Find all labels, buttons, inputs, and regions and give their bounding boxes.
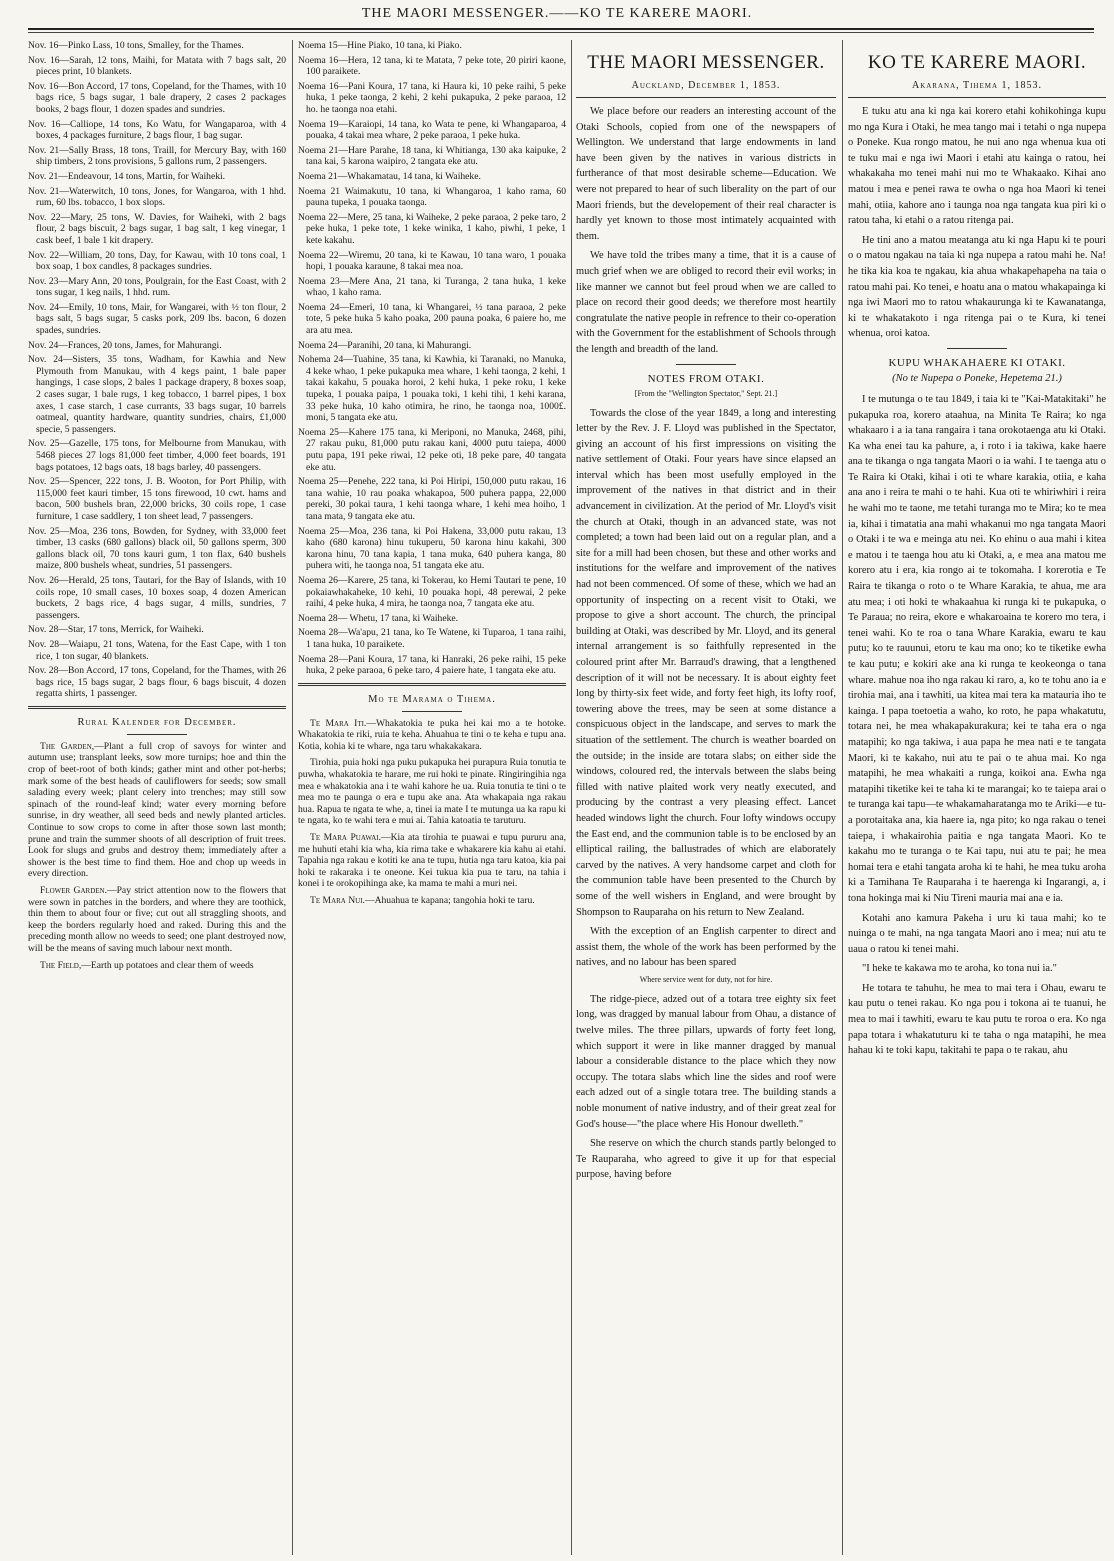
shipping-entry: Nov. 24—Frances, 20 tons, James, for Mahurangi. bbox=[28, 339, 222, 351]
kupu-paragraph: "I heke te kakawa mo te aroha, ko tona nui ia." bbox=[862, 963, 1057, 975]
column-divider bbox=[842, 40, 843, 1555]
shipping-entry: Noema 21—Hare Parahe, 18 tana, ki Whitianga, 130 aka kaipuke, 2 tana kai, 5 karona waipiro, 2 tangata eke atu. bbox=[298, 144, 566, 168]
title-rule bbox=[848, 97, 1106, 98]
kupu-heading: KUPU WHAKAHAERE KI OTAKI. bbox=[888, 356, 1066, 369]
shipping-entry: Noema 16—Pani Koura, 17 tana, ki Haura ki, 10 peke raihi, 5 peke huka, 1 peke taonga, 2 kehi, 2 kehi pukapuka, 2 peke paraoa, 12 ho. he taonga noa etahi. bbox=[298, 80, 566, 115]
paragraph-lead: The Field,— bbox=[40, 959, 91, 971]
notes-text-continued bbox=[576, 992, 836, 1183]
kalender-text bbox=[28, 741, 286, 971]
shipping-entry: Nov. 25—Moa, 236 tons, Bowden, for Sydney, with 33,000 feet timber, 13 casks (680 gallons) black oil, 50 gallons sperm, 300 gallons black oil, 70 tons kauri gum, 1 ton flax, 640 bushels maize, 800 bushels wheat, sundries, 51 passengers. bbox=[28, 525, 286, 572]
kupu-source: (No te Nupepa o Poneke, Hepetema 21.) bbox=[892, 372, 1062, 384]
shipping-entry: Noema 15—Hine Piako, 10 tana, ki Piako. bbox=[298, 40, 462, 51]
shipping-entry: Nov. 28—Bon Accord, 17 tons, Copeland, for the Thames, with 26 bags rice, 15 bags sugar, 2 bags flour, 6 bags biscuit, 4 dozen regatta shirts, 1 passenger. bbox=[28, 665, 286, 700]
marama-paragraph bbox=[298, 895, 566, 907]
shipping-entry: Noema 24—Paranihi, 20 tana, ki Mahurangi. bbox=[298, 339, 472, 351]
shipping-entry: Noema 21—Whakamatau, 14 tana, ki Waiheke. bbox=[298, 170, 481, 182]
shipping-entry: Nov. 23—Mary Ann, 20 tons, Poulgrain, for the East Coast, with 2 tons sugar, 1 keg nails, 1 hhd. rum. bbox=[28, 275, 286, 299]
dateline-maori: Akarana, Tihema 1, 1853. bbox=[911, 80, 1043, 91]
paragraph-lead: The Garden,— bbox=[40, 740, 104, 752]
paragraph-text: Whakatokia te puka hei kai mo a te hotoke. Whakatokia te riki, ruia te keha. Ahuahua te tini o te keha e tupu ana. Kotia, kohia ki te whare, nga taru whakakakara. bbox=[298, 717, 566, 752]
kalender-paragraph bbox=[28, 960, 286, 972]
section-rule bbox=[28, 706, 286, 709]
shipping-entry: Nov. 21—Waterwitch, 10 tons, Jones, for Wangaroa, with 1 hhd. rum, 60 lbs. tobacco, 1 box slops. bbox=[28, 185, 286, 209]
shipping-entry: Noema 21 Waimakutu, 10 tana, ki Whangaroa, 1 kaho rama, 60 pauna tupeka, 1 pouaka taonga. bbox=[298, 185, 566, 209]
column-divider bbox=[292, 40, 293, 1555]
editorial-text bbox=[576, 104, 836, 358]
short-rule bbox=[947, 348, 1007, 349]
shipping-entry: Noema 23—Mere Ana, 21 tana, ki Turanga, 2 tana huka, 1 keke whao, 1 kaho rama. bbox=[298, 275, 566, 299]
editorial-paragraph: He tini ano a matou meatanga atu ki nga Hapu ki te pouri o o matou ngakau na taia ki nga nupepa a ratou mahi he. Na! he tika kia koa te ngakau, kia ahua whakapehapeha na taia o ratou mahi pai. Ko tenei, e hoatu ana o matou whakapainga ki nga iwi Maori mo to ratou whakaurunga ki te Kawanatanga, ki te whakatakoto i nga ritenga pai o te Kura, ki tenei whenua, oroi katoa. bbox=[848, 234, 1106, 340]
shipping-entry: Noema 22—Mere, 25 tana, ki Waiheke, 2 peke paraoa, 2 peke taro, 2 peke huka, 1 peke tote, 1 keke winika, 1 kaho, piwhi, 1 peke, 1 kete kakahu. bbox=[298, 211, 566, 246]
short-rule bbox=[402, 711, 462, 712]
shipping-list-maori bbox=[298, 40, 566, 677]
shipping-entry: Nov. 21—Endeavour, 14 tons, Martin, for Waiheki. bbox=[28, 170, 226, 182]
short-rule bbox=[127, 734, 187, 735]
shipping-entry: Nov. 28—Star, 17 tons, Merrick, for Waiheki. bbox=[28, 624, 204, 636]
editorial-paragraph: We place before our readers an interesting account of the Otaki Schools, copied from one of the newspapers of Wellington. We understand that large endowments in land have been given by the natives in various districts in furtherance of that most desirable scheme—Education. We were not prepared to hear of such liberality on the part of our Maori friends, but the developement of their real character is hardly yet known to those most intimately acquainted with them. bbox=[576, 106, 836, 242]
shipping-entry: Noema 19—Karaiopi, 14 tana, ko Wata te pene, ki Whangaparoa, 4 pouaka, 4 takai mea whare, 2 peke paraoa, 1 peke huka. bbox=[298, 118, 566, 142]
notes-source: [From the "Wellington Spectator," Sept. 21.] bbox=[634, 388, 778, 398]
shipping-list-english bbox=[28, 40, 286, 700]
shipping-entry: Nov. 22—Mary, 25 tons, W. Davies, for Waiheki, with 2 bags flour, 2 bags biscuit, 2 bags sugar, 1 bag salt, 1 keg vinegar, 1 cask beef, 1 bale 1 kit drapery. bbox=[28, 211, 286, 246]
kupu-paragraph: I te mutunga o te tau 1849, i taia ki te "Kai-Matakitaki" he pukapuka roa, korero ataahua, na Minita Te Raira; ko nga whakaaro i a ia tana rangaira i tana orokotaenga atu ki Otaki. Ka wha enei tau ka pahure, a, i roto i ia takiwa, kake haere ana te tikanga o nga tangata Maori o ia wahi. I te taenga atu o Te Raira ki Otaki, kihai i oti te whare karakia, otiia, e kaha ana ano i reira te mahi o te hahi. Kua oti te whiriwhiri i reira he wahi mo te taone, me tetahi turanga mo te Mira; ko te mea ia, kihai i timatatia ana mahi whakanui mo nga tangata Maori o Otaki i te wa e meinga atu nei. Ko ehinu o aua mahi i kitea e matou i te taenga hou atu ki Otaki, a, e mea ana matou me korero atu i era, kia rongo ai te tokomaha. I korerotia e Te Raira te tikanga o roto o te Whare Karakia, te ahua, me ara atu mea; i oti hoki te whakaahua ki runga ki te pukapuka, o Te Paraua; no reira, ekore e whakaroaina te korero mo tera, i tenei wahi. Ko te roa o tana Whare Karakia, ewaru te kau putu; ko te rauunui, etoru te kau ma ono; ko te tiketike ewha te kau putu; e kokiri ake ana ki runga te keokeonga o tana whare. mahue noa iho nga rakau ki raro, a, ko te tohu ano ia e tirohia mai, ana i tawhiti, ua kitea mai tera ka matauria iho te kainga. I papa toetoetia a waho, ko roto, he papa whakatutu, totara nei, he mea whakapakurakura; kei te taha era o nga matapihi; ko nga takiwa, i aua papa he mea nati e te tangata Maori, ki te kakaho, nui atu te pai o te ahua mai. Ko nga matapihi, he mea whakaiti a runga, koikoi ana. Ewha nga matapihi tiketike kei te taha ki te marangai; ko te taiepa arai o te turanga kai tapu—te whakamaharatanga mo te Ariki—e tu-a porotaitaka ana, kia haere ia, nga pito; ko nga rakau o tenei taiepa, i whakairohia paitia e nga tangata Maori. Ko te kakahu mo te turanga o te Kai tapu, nui atu te pai; he mea homai tera e etahi tangata aroha ki te hahi, he mea tuku aroha ki a Tamihana Te Rauparaha i te haerenga ki Ingarangi, a, i tona hokinga mai ki Niu Tireni mauria mai ana e ia. bbox=[848, 393, 1106, 904]
shipping-entry: Nov. 25—Spencer, 222 tons, J. B. Wooton, for Port Philip, with 115,000 feet kauri timber, 15 tons firewood, 10 cwt. hams and bacon, 500 bushels bran, 22,000 bricks, 30 coils rope, 1 case furniture, 1 case saddlery, 1 ton sheet lead, 7 passengers. bbox=[28, 476, 286, 522]
shipping-entry: Noema 24—Emeri, 10 tana, ki Whangarei, ½ tana paraoa, 2 peke tote, 5 peke huka 5 kaho poaka, 200 pauna poaka, 6 paiere ho, me ara atu mea. bbox=[298, 301, 566, 337]
paragraph-text: Pay strict attention now to the flowers that were sown in patches in the borders, and where they are toothick, thin them to about four or five; cut out all straggling shoots, and keep the borders regularly hoed and raked. During this and the preceding month allow no weeds to seed; one plant destroyed now, will be the means of saving much labour next month. bbox=[28, 885, 286, 954]
marama-text bbox=[298, 718, 566, 907]
shipping-entry: Nov. 16—Pinko Lass, 10 tons, Smalley, for the Thames. bbox=[28, 40, 244, 51]
notes-paragraph: She reserve on which the church stands partly belonged to Te Rauparaha, who agreed to give it up for that especial purpose, having before bbox=[576, 1138, 836, 1181]
kalender-paragraph bbox=[28, 885, 286, 955]
marama-paragraph bbox=[298, 757, 566, 827]
shipping-entry: Nov. 16—Calliope, 14 tons, Ko Watu, for Wangaparoa, with 4 boxes, 4 packages furniture, 2 bags flour, 1 bag sugar. bbox=[28, 118, 286, 142]
notes-text bbox=[576, 406, 836, 971]
marama-heading: Mo te Marama o Tihema. bbox=[368, 693, 496, 705]
column-editorial-maori bbox=[848, 40, 1106, 1555]
shipping-entry: Noema 28—Wa'apu, 21 tana, ko Te Watene, ki Tuparoa, 1 tana raihi, 1 tana huka, 10 paraikete. bbox=[298, 627, 566, 650]
paragraph-text: Tirohia, puia hoki nga puku pukapuka hei purapura Ruia tonutia te puwha, whakatokia te harare, me rui hoki te pinate. Ringiringihia nga mea e whakatokia ana i te wahi kahore he ua. Ruia tonutia te tini o te mea mo te paunga o era e tupu ake ana. Ata whakapaia nga rakau hua. Rapua te ngata te whe, a, tinei ia mate I te mutunga ua ka rapu ki te ngata, ko te wahi tera e mui ai. Tahia katoatia te taruturu. bbox=[298, 757, 566, 827]
notes-paragraph: Towards the close of the year 1849, a long and interesting letter by the Rev. J. F. Lloyd was published in the Spectator, giving an account of his first impressions on visiting the native settlement of Otaki. Four years have since elapsed an interval which has been most usefully employed in the improvement of the natives in that district and in their advancement in civilization. At the period of Mr. Lloyd's visit the church at Otaki, though in an advanced state, was not completed; a town had been laid out on a regular plan, and a site for a mill had been chosen, but these and other works and institutions for the welfare and improvement of the natives had not been commenced. Of some of these, which we had an opportunity of inspecting on a recent visit to Otaki, we propose to give a short account. The church, the principal building at Otaki, was described by Mr. Lloyd, and its general internal arrangement is so faithfully represented in the coloured print after Mr. Barraud's drawing, that a lengthened description of it will not be necessary. It is about eighty feet long by thirty-six feet wide, and forty feet high, its lofty roof, towering above the trees, may be seen at some distance a conspicuous object in the landscape, and serves to mark the situation of the settlement. The church is weather boarded on the outside; in the inside are totara slabs; on either side the windows, coloured red, the intervals between the slabs being filled with native plaited work very neatly executed, and producing by the contrast a very pleasing effect. Lancet headed windows light the church. Four lofty windows occupy the East end, and the communion table is to be enclosed by an elliptical railing, the ballustrades of which are elaborately carved by the natives. A very handsome carpet and cloth for the communion table have been presented to the Church by some of the well wishers in England, and were brought by Shompson to Rauparaha on his return to New Zealand. bbox=[576, 407, 836, 918]
paragraph-text: Kia ata tirohia te puawai e tupu pururu ana, me huhuti etahi kia wha, kia rima take e whakarere kia kahu ai etahi. Tapahia nga rakau e kotiti ke ana te tupu, hutia nga taru katoa, kia pai hoki te rakaraka i te oneone. Kei tukua kia pua te taru, na tahia i konei i te orokopihinga ake, ka mama te mahi a muri nei. bbox=[298, 832, 566, 890]
title-rule bbox=[576, 97, 836, 98]
motto-line: Where service went for duty, not for hire. bbox=[639, 974, 773, 984]
dateline: Auckland, December 1, 1853. bbox=[631, 80, 781, 91]
shipping-entry: Nov. 16—Sarah, 12 tons, Maihi, for Matata with 7 bags salt, 20 pieces print, 10 blankets. bbox=[28, 54, 286, 78]
shipping-entry: Nov. 28—Waiapu, 21 tons, Watena, for the East Cape, with 1 ton rice, 1 ton sugar, 40 blankets. bbox=[28, 638, 286, 662]
shipping-entry: Nov. 26—Herald, 25 tons, Tautari, for the Bay of Islands, with 10 coils rope, 10 small cases, 10 boxes soap, 4 dozen American buckets, 2 bags rice, 4 bags sugar, 4 mills, sundries, 7 passengers. bbox=[28, 574, 286, 621]
shipping-entry: Nov. 22—William, 20 tons, Day, for Kawau, with 10 tons coal, 1 box soap, 1 box candles, 8 packages sundries. bbox=[28, 249, 286, 273]
newspaper-title-maori: KO TE KARERE MAORI. bbox=[867, 52, 1087, 73]
kupu-text bbox=[848, 392, 1106, 1059]
newspaper-title: THE MAORI MESSENGER. bbox=[587, 52, 825, 73]
paragraph-lead: Te Mara Puawai.— bbox=[310, 832, 391, 844]
paragraph-lead: Flower Garden.— bbox=[40, 885, 117, 896]
shipping-entry: Noema 28— Whetu, 17 tana, ki Waiheke. bbox=[298, 612, 459, 624]
column-editorial-english bbox=[576, 40, 836, 1555]
shipping-entry: Noema 22—Wiremu, 20 tana, ki te Kawau, 10 tana waro, 1 pouaka hopi, 1 pouaka karaune, 8 takai mea noa. bbox=[298, 249, 566, 273]
column-shipping-english bbox=[28, 40, 286, 1555]
column-divider bbox=[571, 40, 572, 1555]
marama-paragraph bbox=[298, 832, 566, 890]
notes-paragraph: With the exception of an English carpenter to direct and assist them, the whole of the work has been performed by the natives, and no labour has been spared bbox=[576, 926, 836, 969]
editorial-paragraph: We have told the tribes many a time, that it is a cause of much grief when we are obliged to record their evil works; in like manner we cannot but feel proud when we are called to place on record their good deeds; we therefore most heartily congratulate the native people in refrence to their co-operation with the Government for the establishment of Schools through the length and breadth of the land. bbox=[576, 250, 836, 355]
masthead: THE MAORI MESSENGER.——KO TE KARERE MAORI. bbox=[361, 6, 753, 21]
masthead-rule-thin bbox=[28, 32, 1094, 33]
kalender-heading: Rural Kalender for December. bbox=[77, 716, 237, 728]
shipping-entry: Nov. 25—Gazelle, 175 tons, for Melbourne from Manukau, with 5468 pieces 27 logs 81,000 feet timber, 4,000 feet boards, 191 bags potatoes, 12 bags oats, 18 bags barley, 40 passengers. bbox=[28, 438, 286, 473]
paragraph-text: Earth up potatoes and clear them of weeds bbox=[90, 959, 254, 971]
paragraph-text: Ahuahua te kapana; tangohia hoki te taru. bbox=[374, 895, 535, 906]
shipping-entry: Noema 16—Hera, 12 tana, ki te Matata, 7 peke tote, 20 piriri kaone, 100 paraikete. bbox=[298, 54, 566, 78]
masthead-rule bbox=[28, 28, 1094, 30]
shipping-entry: Noema 26—Karere, 25 tana, ki Tokerau, ko Hemi Tautari te pene, 10 pokaiawhakaheke, 10 kehi, 10 pouaka hopi, 48 perewai, 2 peke raihi, 4 peke huka, 4 mira, he taonga noa, 7 tangata eke atu. bbox=[298, 574, 566, 610]
paragraph-lead: Te Mara Iti.— bbox=[310, 717, 376, 729]
shipping-entry: Noema 25—Kahere 175 tana, ki Meriponi, no Manuka, 2468, pihi, 27 rakau puku, 81,000 putu rakau kani, 4000 putu taiepa, 4000 putu papa, 191 peke riwai, 12 peke oti, 18 peke pare, 40 tangata eke atu. bbox=[298, 426, 566, 473]
editorial-paragraph: E tuku atu ana ki nga kai korero etahi kohikohinga kupu mo nga Kura i Otaki, he mea tango mai i tetahi o nga nupepa o Poneke. Kua rongo matou, he nui ano nga whenua kua oti te tuku mai e nga iwi Maori i etahi atu kainga o ratou, hei whakakaha mo tenei mahi nui mo te Whakaako. Kihai ano matou i mea e penei rawa te owha o nga hoa Maori ki tenei mahi, otiia, kahore ano i taunga noa nga tangata kua piri ki o ratou taha, ki etahi o a ratou ritenga pai. bbox=[848, 106, 1106, 227]
kupu-paragraph: Kotahi ano kamura Pakeha i uru ki taua mahi; ko te nuinga o te mahi, na nga tangata Maori ano i mea; nui atu te uaua o ratou ki tenei mahi. bbox=[848, 912, 1106, 955]
shipping-entry: Noema 25—Penehe, 222 tana, ki Poi Hiripi, 150,000 putu rakau, 16 tana wahie, 10 rau poaka whakapoa, 500 puhera pappa, 22,000 pereki, 30 pokai taura, 1 kehi taonga whare, 1 kehi mea hoiho, 1 tana mata, 9 tangata eke atu. bbox=[298, 476, 566, 522]
shipping-entry: Nov. 21—Sally Brass, 18 tons, Traill, for Mercury Bay, with 160 ship timbers, 2 tons provisions, 5 gallons rum, 2 passengers. bbox=[28, 144, 286, 168]
notes-paragraph: The ridge-piece, adzed out of a totara tree eighty six feet long, was dragged by manual labour from Ohau, a distance of twelve miles. The three pillars, upwards of forty feet long, which support it were in like manner dragged by manual labour a considerable distance to the place which they now occupy. The totara slabs which line the sides and roof were each adzed out of a single totara tree. The building stands a noble monument of native industry, and of their great zeal for God's house—"the place where His Honour dwelleth." bbox=[576, 993, 836, 1130]
shipping-entry: Noema 28—Pani Koura, 17 tana, ki Hanraki, 26 peke raihi, 15 peke huka, 2 peke paraoa, 6 peke taro, 4 paiere hate, 1 tangata eke atu. bbox=[298, 653, 566, 677]
section-rule bbox=[298, 683, 566, 686]
marama-paragraph bbox=[298, 718, 566, 753]
shipping-entry: Nohema 24—Tuahine, 35 tana, ki Kawhia, ki Taranaki, no Manuka, 4 keke whao, 1 peke pukapuka mea whare, 1 kehi taonga, 2 kehi, 1 takai kakahu, 5 pouaka horoi, 2 kehi huka, 1 peke roku, 1 keke tupeka, 1 pouaka paipa, 1 pouaka toki, 1 kehi tihi, 1 kehi karana, 33 peke huka, 10 kaho otimira, he rino, he taonga noa, 1000£. moni, 5 tangata eke atu. bbox=[298, 354, 566, 424]
shipping-entry: Nov. 16—Bon Accord, 17 tons, Copeland, for the Thames, with 10 bags rice, 5 bags sugar, 1 bale drapery, 2 cases 2 packages books, 2 bags flour, 1 dozen spades and sundries. bbox=[28, 80, 286, 115]
column-shipping-maori bbox=[298, 40, 566, 1555]
notes-heading: NOTES FROM OTAKI. bbox=[647, 372, 765, 385]
paragraph-text: Plant a full crop of savoys for winter and autumn use; transplant leeks, sow more turnips; hoe and thin the crop of beet-root of both kinds; gather mint and other pot-herbs; mark some of the best heads of cauliflowers for seeds; sow small salading every week; plant celery into trenches; may still sow spinach of the round-leaf kind; water every morning before sunrise, in dry weather, all seed beds and newly planted articles. Continue to sow crops to come in after those sown last month; prune and train the summer shoots of all description of fruit trees. Look for slugs and grubs and destroy them; immediately after a shower is the best time to find them. Hoe and chop up weeds in every direction. bbox=[28, 740, 286, 880]
kupu-paragraph: He totara te tahuhu, he mea to mai tera i Ohau, ewaru te kau putu o tenei rakau. Ko nga pou i tokona ai te tuanui, he mea to mai i tawhiti, ewaru te kau putu te roroa o era. Ko nga papa totara i whakatuturu ki te taha o nga matapihi, he mea hahau ki te toki kapu, takitahi te papa o te rakau, ahu bbox=[848, 982, 1106, 1057]
kalender-paragraph bbox=[28, 741, 286, 880]
paragraph-lead: Te Mara Nui.— bbox=[310, 895, 375, 906]
shipping-entry: Noema 25—Moa, 236 tana, ki Poi Hakena, 33,000 putu rakau, 13 kaho (680 karona) hinu tukuperu, 50 karona hinu kakahi, 300 karona hinu, 70 tana kapia, 1 tana muka, 640 puhera kanga, 80 puhera witi, he taonga noa, 51 tangata eke atu. bbox=[298, 525, 566, 572]
shipping-entry: Nov. 24—Emily, 10 tons, Mair, for Wangarei, with ½ ton flour, 2 bags salt, 5 bags sugar, 5 casks pork, 209 lbs. bacon, 6 dozen spades, sundries. bbox=[28, 301, 286, 337]
shipping-entry: Nov. 24—Sisters, 35 tons, Wadham, for Kawhia and New Plymouth from Manukau, with 4 kegs paint, 1 bale paper hangings, 1 case slops, 2 bales 1 package drapery, 8 boxes soap, 2 cases sugar, 1 bale rugs, 1 keg tobacco, 1 barrel pipes, 1 box axes, 1 case starch, 1 case currants, 33 bags sugar, 10 barrels oatmeal, quantity hardware, quantity sundries, chairs, £1,000 specie, 5 passengers. bbox=[28, 354, 286, 435]
editorial-text-maori bbox=[848, 104, 1106, 342]
short-rule bbox=[676, 364, 736, 365]
